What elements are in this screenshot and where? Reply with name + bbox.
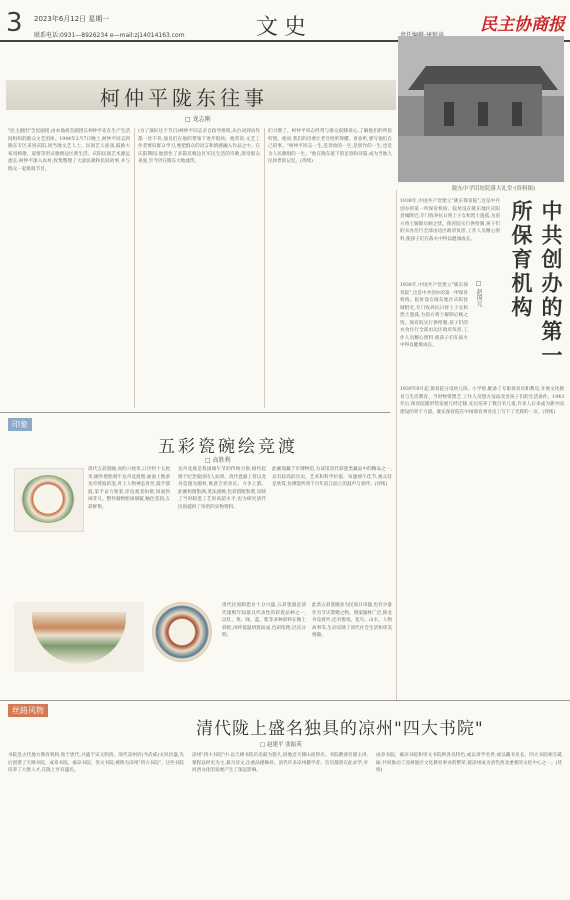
article3-column-3: 此碗现藏于市博物馆,为该馆清代彩瓷类藏品中的精品之一,具有较高的历史、艺术和科学价值。每逢端午佳节,观众驻足欣赏,仿佛能听到千百年前江面上的鼓声与欢呼。(待续): [272, 467, 392, 487]
page-number: 3: [6, 8, 23, 38]
article2-column-1b: 1938年,中国共产党建立"陇东保育院",这是中共创办的第一所保育机构。院址设在陇东地区庆阳县城附近,专门收养抗日将士子女和烈士遗孤,为前方将士解除后顾之忧。保育院实行供给制,孩子们的衣食住行全部由边区政府负担,工作人员精心照料,使孩子们在战火中得以健康成长。: [400, 283, 468, 348]
article3-column-2: 龙舟竞渡是我国端午节的传统习俗,相传起源于纪念爱国诗人屈原。清代瓷器上常以龙舟竞渡为题材,寓意吉祥喜庆、力争上游。此碗构图饱满,笔法流畅,色彩搭配和谐,反映了当时制瓷工艺的高超水平,也为研究清代民俗提供了珍贵的实物资料。: [178, 467, 266, 510]
article4-column-1: 书院是古代地方教育机构,始于唐代,兴盛于宋元明清。清代凉州府(今武威)文风昌盛,先后创建了天梯书院、成章书院、雍凉书院、崇文书院,被称为凉州"四大书院"。这些书院培养了大批人才,在陇上享有盛名。: [8, 753, 184, 773]
section-rule: [0, 700, 570, 701]
porcelain-bowl-side-photo: [14, 602, 144, 672]
column-divider: [264, 128, 265, 408]
article3-column-5: 此类五彩瓷碗多为民间日用器,也有少量作为节庆馈赠之物。图案题材广泛,除龙舟竞渡外,还有婴戏、花鸟、山水、人物故事等,生动反映了清代社会生活和审美情趣。: [312, 603, 392, 638]
article4-tag: 丝路风物: [8, 704, 48, 717]
article3-column-4: 清代民间制瓷业十分兴盛,五彩瓷器是清代康熙年间最具代表性的彩瓷品种之一,以红、黄、绿、蓝、紫等多种彩料在釉上彩绘,再经低温烘烧而成,色彩浓艳,层次分明。: [222, 603, 306, 638]
section-title: 文史: [256, 15, 313, 40]
article2-byline: □ 赵国元: [475, 280, 482, 307]
column-divider: [396, 190, 397, 700]
article3-byline: □ 高胜利: [205, 457, 231, 464]
article4-column-3: 成章书院、雍凉书院和崇文书院则各具特色,或以讲学名世,或以藏书见长。四大书院相互砥砺,共同推动了凉州地区文化教育事业的繁荣,使凉州成为清代西北重要的文化中心之一。(待续): [376, 753, 562, 773]
article1-column-1: "民主剧团"全民剧团,由本地商会副团长柯仲平先在生产生活间组织的群众文艺团体。1944年2月7日晚上,柯仲平同志到陇东专区来到庆阳,同当地文艺人士、民间艺人座谈,鼓励大家用秧歌、道情等形式歌颂边区新生活。庆阳民间艺术源远流长,柯仲平深入农村,收集整理了大量民歌和民间故事,并与群众一起排演节目。: [8, 129, 130, 172]
porcelain-bowl-photo: [14, 468, 84, 532]
section-rule: [0, 412, 390, 413]
article2-title: 中共创办的第一所保育机构: [509, 200, 564, 368]
article2-column-2: 1939年8月起,保育院分设幼儿班、小学班,配备了专职保育员和教员,开展文化教育与生活教育。当时物资匮乏,工作人员想方设法改善孩子们的生活条件。1943年后,保育院随形势发展几经迁移,先后培养了数百名儿童,许多人后来成为新中国建设的骨干力量。陇东保育院在中国保育事业史上写下了光辉的一页。(待续): [400, 387, 564, 415]
newspaper-logo: 民主协商报: [480, 15, 565, 35]
article4-title: 清代陇上盛名独具的凉州"四大书院": [196, 719, 484, 739]
contact-info: 联系电话:0931—8926234 e—mail:zj14014163.com: [34, 32, 185, 39]
porcelain-bowl-top-photo: [152, 602, 214, 664]
column-divider: [134, 128, 135, 408]
article3-tag: 印象: [8, 418, 32, 431]
article1-column-3: 们习惯了。柯仲平同志经常与群众促膝谈心,了解他们的所思所想。他说,我们的诗要让老百姓听得懂、喜欢听,要写他们自己的事。"柯仲平同志一生,是奔放的一生,是创作的一生,也是为人民歌唱的一生。"他在陇东留下的足迹和诗篇,成为当地人民珍贵的记忆。(待续): [268, 129, 392, 164]
photo-caption: 陇东中学旧址院落大礼堂·(资料图): [452, 186, 536, 192]
historic-building-photo: [398, 36, 564, 182]
article1-title: 柯仲平陇东往事: [100, 86, 268, 110]
article4-byline: □ 赵建平 张振英: [260, 742, 302, 748]
article2-intro: 1938年,中国共产党建立"陇东保育院",这是中共创办的第一所保育机构。院址设在陇东地区庆阳县城附近,专门收养抗日将士子女和烈士遗孤,为前方将士解除后顾之忧。保育院实行供给制,孩子们的衣食住行全部由边区政府负担,工作人员精心照料,使孩子们在战火中得以健康成长。: [400, 199, 500, 242]
article1-column-2: (为了演好这个节目)柯仲平同志亲自指导排练,从台词到动作都一丝不苟,演员们在他的带领下进步很快。他常说,文艺工作者要向群众学习,要把群众的语言和情感融入作品之中。在庆阳期间,他创作了多篇反映边区军民生活的诗歌,深受群众喜爱,至今仍在陇东大地流传。: [138, 129, 260, 164]
article4-column-2: 凉州"四大书院"中,以天梯书院历史最为悠久,因地近天梯山而得名。书院聘请名儒主讲,课程以经史为主,兼习诗文,注重品德修养。清代许多凉州籍学者、官员都曾在此求学,对河西文化的发展产生了深远影响。: [192, 753, 368, 773]
article3-title: 五彩瓷碗绘竞渡: [158, 437, 298, 457]
article1-byline: □ 龙志刚: [185, 116, 211, 123]
article3-column-1: 清代五彩瓷碗,高约六厘米,口径约十五厘米,碗外壁绘端午龙舟竞渡图,画面上数条龙舟劈波斩浪,舟上人物神态各异,鼓手擂鼓,桨手奋力划桨,岸边观者如堵,场面热闹非凡。整件器物胎质细腻,釉色莹润,五彩鲜艳。: [88, 467, 170, 510]
issue-date: 2023年6月12日 星期一: [34, 15, 110, 23]
